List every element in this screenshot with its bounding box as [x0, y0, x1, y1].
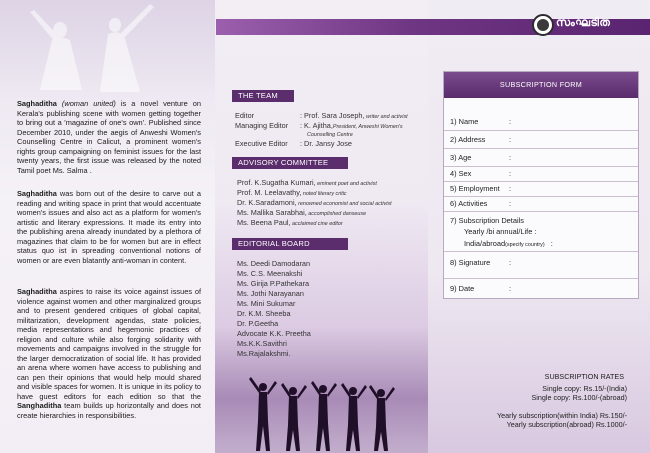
- field-label: 5) Employment: [450, 184, 500, 193]
- editorial-member: Ms. Jothi Narayanan: [237, 289, 304, 298]
- member-note: acclaimed cine editor: [290, 221, 343, 227]
- editorial-member: Advocate K.K. Preetha: [237, 329, 311, 338]
- team-row-executive-editor: [235, 139, 352, 150]
- middle-panel: [215, 0, 428, 453]
- editorial-member: Dr. P.Geetha: [237, 319, 279, 328]
- editorial-heading: EDITORIAL BOARD: [232, 238, 348, 250]
- divider: [444, 130, 638, 131]
- aspiration-paragraph: [17, 287, 201, 420]
- member-name: Prof. M. Leelavathy,: [237, 188, 302, 197]
- signature-field[interactable]: [450, 258, 512, 267]
- member-name: Prof. K.Sugatha Kumari,: [237, 178, 316, 187]
- team-note: writer and activist: [364, 114, 408, 120]
- editorial-member: Ms.K.K.Savithri: [237, 339, 287, 348]
- sanghaditha-logo-icon: [532, 14, 554, 36]
- rates-heading: SUBSCRIPTION RATES: [544, 372, 624, 381]
- editorial-member: Ms. Mini Sukumar: [237, 299, 296, 308]
- divider: [444, 166, 638, 167]
- team-note: Counselling Centre: [307, 132, 353, 138]
- form-title: SUBSCRIPTION FORM: [444, 72, 638, 98]
- divider: [444, 148, 638, 149]
- editorial-member: Ms. C.S. Meenakshi: [237, 269, 303, 278]
- rate-yearly-india: Yearly subscription(within India) Rs.150/-: [497, 411, 627, 420]
- mission-paragraph: [17, 189, 201, 265]
- paragraph-text: aspires to raise its voice against issues of violence against women and other marginalized groups and to present gendered critiques of global capital, militarization, development agendas, state policies, media representations and hegemonic practices of religion and culture while also forging solidarity with movements and campaigns involved in the struggle for the larger democratization of social life. It has provided an arena where women have access to publishing and can pen their opinions that would help mould shared and visible spaces for women. It is unique in its policy to have guest editors for each edition so that the: [17, 287, 201, 401]
- member-note: accomplished danseuse: [306, 211, 367, 217]
- brand-malayalam: സംഘടിത: [556, 17, 611, 29]
- team-member: : Prof. Sara Joseph,: [300, 111, 365, 120]
- team-member: : Dr. Jansy Jose: [300, 139, 352, 148]
- employment-field[interactable]: [450, 184, 512, 193]
- field-label: 4) Sex: [450, 169, 472, 178]
- team-role: Managing Editor: [235, 121, 289, 130]
- field-note: (specify country): [505, 242, 545, 248]
- brand-name: Sanghaditha: [17, 401, 62, 410]
- editorial-member: Ms.Rajalakshmi.: [237, 349, 291, 358]
- member-note: noted literary critic: [301, 191, 347, 197]
- team-note: President, Anweshi Women's: [332, 124, 403, 130]
- editorial-member: Ms. Girija P.Pathekara: [237, 279, 310, 288]
- editorial-member: Ms. Deedi Damodaran: [237, 259, 311, 268]
- field-colon: :: [550, 239, 553, 248]
- brand-name: Saghaditha: [17, 287, 57, 296]
- field-colon: :: [509, 199, 512, 208]
- rate-single-india: Single copy: Rs.15/-(India): [542, 384, 627, 393]
- paragraph-text: team builds up horizontally and does not create hierarchies in responsibilities.: [17, 401, 201, 420]
- brand-meaning: (woman united): [61, 99, 116, 108]
- divider: [444, 181, 638, 182]
- field-colon: :: [509, 284, 512, 293]
- women-silhouettes-illustration: [215, 371, 428, 453]
- member-name: Ms. Beena Paul,: [237, 218, 291, 227]
- field-label: 3) Age: [450, 153, 472, 162]
- team-member: : K. Ajitha,: [300, 121, 333, 130]
- team-role: Editor: [235, 111, 255, 120]
- field-label: India/abroad: [464, 239, 506, 248]
- subscription-details-label: 7) Subscription Details: [450, 216, 524, 225]
- member-note: renowned economist and social activist: [296, 201, 392, 207]
- subscription-form: [443, 71, 639, 299]
- paragraph-text: is a novel venture on Kerala's publishing scene with women getting together to bring out a 'magazine of one's own'. Published since December 2010, under the aegis of Anweshi Women's Counselling Centre in Calicut, a prominent women's rights group campaigning on feminist issues for the last twenty years, the first issue was released by the noted Tamil poet Ms. Salma .: [17, 99, 201, 175]
- field-colon: :: [509, 135, 512, 144]
- divider: [444, 196, 638, 197]
- field-colon: :: [509, 258, 512, 267]
- divider: [444, 211, 638, 212]
- field-label: 8) Signature: [450, 258, 491, 267]
- brand-name: Saghaditha: [17, 99, 57, 108]
- sex-field[interactable]: [450, 169, 512, 178]
- dancing-women-illustration: [0, 0, 215, 100]
- team-role: Executive Editor: [235, 139, 288, 148]
- field-label: 2) Address: [450, 135, 486, 144]
- rate-single-abroad: Single copy: Rs.100/-(abroad): [531, 393, 627, 402]
- editorial-member: Dr. K.M. Sheeba: [237, 309, 291, 318]
- member-name: Ms. Mallika Sarabhai,: [237, 208, 307, 217]
- brand-name: Saghaditha: [17, 189, 57, 198]
- address-field[interactable]: [450, 135, 512, 144]
- activities-field[interactable]: [450, 199, 512, 208]
- date-field[interactable]: [450, 284, 512, 293]
- member-note: eminent poet and activist: [315, 181, 377, 187]
- advisory-member: [237, 218, 343, 229]
- name-field[interactable]: [450, 117, 512, 126]
- field-label: 6) Activities: [450, 199, 488, 208]
- intro-paragraph: [17, 99, 201, 175]
- subscription-period-field[interactable]: Yearly /bi annual/Life :: [464, 227, 537, 236]
- left-panel: [0, 0, 215, 453]
- field-colon: :: [509, 117, 512, 126]
- field-colon: :: [509, 169, 512, 178]
- divider: [444, 251, 638, 252]
- paragraph-text: was born out of the desire to carve out a reading and writing space in print that would accentuate women's issues and also act as a platform for women's artistic and literary expressions. It made its entry into the publishing arena already inundated by a plethora of magazines that claim to be for women but are in effect status quo ist in spreading conventional notions of women or are even blatantly anti-woman in content.: [17, 189, 201, 265]
- age-field[interactable]: [450, 153, 512, 162]
- member-name: Dr. K.Saradamoni,: [237, 198, 297, 207]
- advisory-heading: ADVISORY COMMITTEE: [232, 157, 348, 169]
- field-label: 1) Name: [450, 117, 479, 126]
- field-label: 9) Date: [450, 284, 475, 293]
- field-colon: :: [509, 153, 512, 162]
- subscription-region-field[interactable]: [464, 239, 553, 248]
- team-heading: THE TEAM: [232, 90, 294, 102]
- divider: [444, 278, 638, 279]
- field-colon: :: [509, 184, 512, 193]
- rate-yearly-abroad: Yearly subscription(abroad) Rs.1000/-: [506, 420, 627, 429]
